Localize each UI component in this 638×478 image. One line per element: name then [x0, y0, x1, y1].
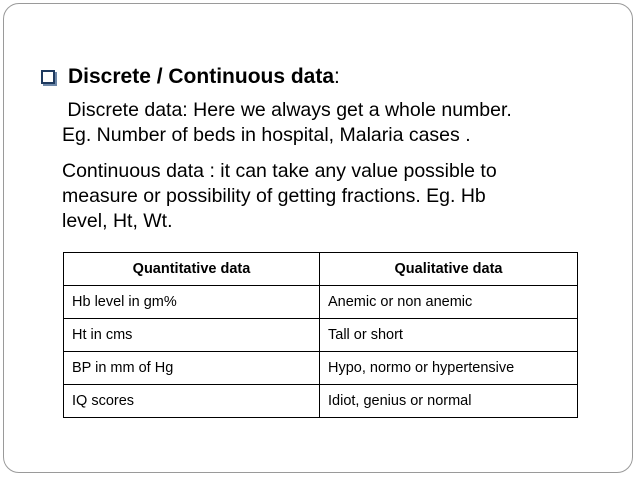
table-row — [64, 286, 578, 319]
data-types-table — [63, 252, 578, 418]
continuous-line-3: level, Ht, Wt. — [62, 210, 173, 232]
cell-qualitative: Hypo, normo or hypertensive — [320, 352, 578, 385]
discrete-paragraph — [62, 98, 512, 148]
cell-quantitative: BP in mm of Hg — [64, 352, 320, 385]
cell-qualitative: Anemic or non anemic — [320, 286, 578, 319]
table-row — [64, 385, 578, 418]
cell-quantitative: Hb level in gm% — [64, 286, 320, 319]
cell-quantitative: Ht in cms — [64, 319, 320, 352]
continuous-paragraph — [62, 159, 497, 234]
discrete-line-2: Eg. Number of beds in hospital, Malaria cases . — [62, 124, 471, 146]
table-row — [64, 352, 578, 385]
continuous-line-1: Continuous data : it can take any value possible to — [62, 160, 497, 182]
table-row — [64, 319, 578, 352]
discrete-line-1: Discrete data: Here we always get a whole number. — [62, 99, 512, 121]
slide — [3, 3, 633, 473]
heading-colon: : — [334, 65, 340, 88]
header-qualitative: Qualitative data — [320, 253, 578, 286]
checkbox-bullet-icon — [41, 70, 55, 84]
cell-qualitative: Idiot, genius or normal — [320, 385, 578, 418]
header-quantitative: Quantitative data — [64, 253, 320, 286]
cell-qualitative: Tall or short — [320, 319, 578, 352]
continuous-line-2: measure or possibility of getting fractions. Eg. Hb — [62, 185, 486, 207]
table-header-row — [64, 253, 578, 286]
cell-quantitative: IQ scores — [64, 385, 320, 418]
heading-title: Discrete / Continuous data — [68, 65, 335, 88]
bullet-heading — [41, 65, 340, 89]
